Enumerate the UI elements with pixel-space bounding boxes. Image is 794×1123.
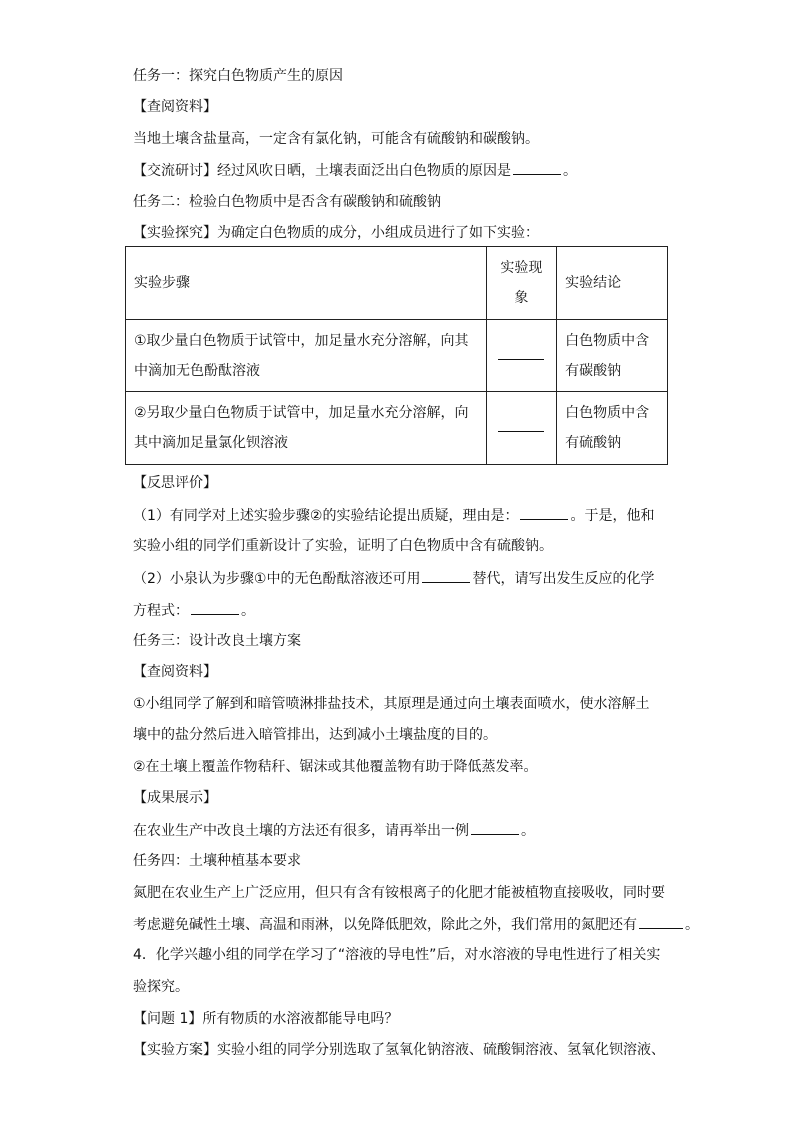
discuss-question: 【交流研讨】经过风吹日晒，土壤表面泛出白色物质的原因是 。 [133,160,577,180]
header-phenomenon: 实验现象 [486,247,557,320]
conclusion-cell: 白色物质中含有硫酸钠 [557,392,668,465]
phenomenon-cell [486,320,557,392]
answer-blank[interactable] [471,820,519,835]
info-2: ②在土壤上覆盖作物秸秆、锯沫或其他覆盖物有助于降低蒸发率。 [133,759,538,775]
problem-4-line-2: 验探究。 [133,979,189,995]
explore-intro: 【实验探究】为确定白色物质的成分，小组成员进行了如下实验： [133,225,539,241]
question-2-line-1: （2）小泉认为步骤①中的无色酚酞溶液还可用 替代，请写出发生反应的化学 [133,568,654,588]
answer-blank[interactable] [498,417,544,432]
phenomenon-cell [486,392,557,465]
ref-heading-3: 【查阅资料】 [133,664,217,680]
result-question: 在农业生产中改良土壤的方法还有很多，请再举出一例 。 [133,820,535,840]
table-row [126,392,668,465]
task2-heading: 任务二：检验白色物质中是否含有碳酸钠和硫酸钠 [133,194,441,210]
task4-heading: 任务四：土壤种植基本要求 [133,853,301,869]
header-step: 实验步骤 [126,247,487,320]
table-header-row [126,247,668,320]
step-cell: ①取少量白色物质于试管中，加足量水充分溶解，向其中滴加无色酚酞溶液 [126,320,487,392]
answer-blank[interactable] [191,600,239,615]
ref-heading-1: 【查阅资料】 [133,99,217,115]
nitrogen-line-1: 氮肥在农业生产上广泛应用，但只有含有铵根离子的化肥才能被植物直接吸收，同时要 [133,885,665,901]
question-1-line-2: 实验小组的同学们重新设计了实验，证明了白色物质中含有硫酸钠。 [133,538,553,554]
info-1-line-2: 壤中的盐分然后进入暗管排出，达到减小土壤盐度的目的。 [133,727,497,743]
task3-heading: 任务三：设计改良土壤方案 [133,633,301,649]
answer-blank[interactable] [513,160,561,175]
problem-4-line-1: 4．化学兴趣小组的同学在学习了“溶液的导电性”后，对水溶液的导电性进行了相关实 [133,947,661,963]
experiment-table [125,246,668,465]
answer-blank[interactable] [498,345,544,360]
nitrogen-line-2: 考虑避免碱性土壤、高温和雨淋，以免降低肥效，除此之外，我们常用的氮肥还有 。 [133,914,699,934]
answer-blank[interactable] [520,505,568,520]
result-heading: 【成果展示】 [133,790,217,806]
reflect-heading: 【反思评价】 [133,475,217,491]
task1-heading: 任务一：探究白色物质产生的原因 [133,68,343,84]
soil-info: 当地土壤含盐量高，一定含有氯化钠，可能含有硫酸钠和碳酸钠。 [133,131,539,147]
question-1-line-1: （1）有同学对上述实验步骤②的实验结论提出质疑，理由是： 。于是，他和 [133,505,654,525]
table-row [126,320,668,392]
plan-line: 【实验方案】实验小组的同学分别选取了氢氧化钠溶液、硫酸铜溶液、氢氧化钡溶液、 [133,1042,665,1058]
answer-blank[interactable] [639,914,683,929]
header-conclusion: 实验结论 [557,247,668,320]
question-2-line-2: 方程式： 。 [133,600,255,620]
step-cell: ②另取少量白色物质于试管中，加足量水充分溶解，向其中滴加足量氯化钡溶液 [126,392,487,465]
question-heading-1: 【问题 1】所有物质的水溶液都能导电吗？ [133,1011,399,1027]
answer-blank[interactable] [422,568,470,583]
conclusion-cell: 白色物质中含有碳酸钠 [557,320,668,392]
info-1-line-1: ①小组同学了解到和暗管喷淋排盐技术，其原理是通过向土壤表面喷水，使水溶解土 [133,696,650,712]
